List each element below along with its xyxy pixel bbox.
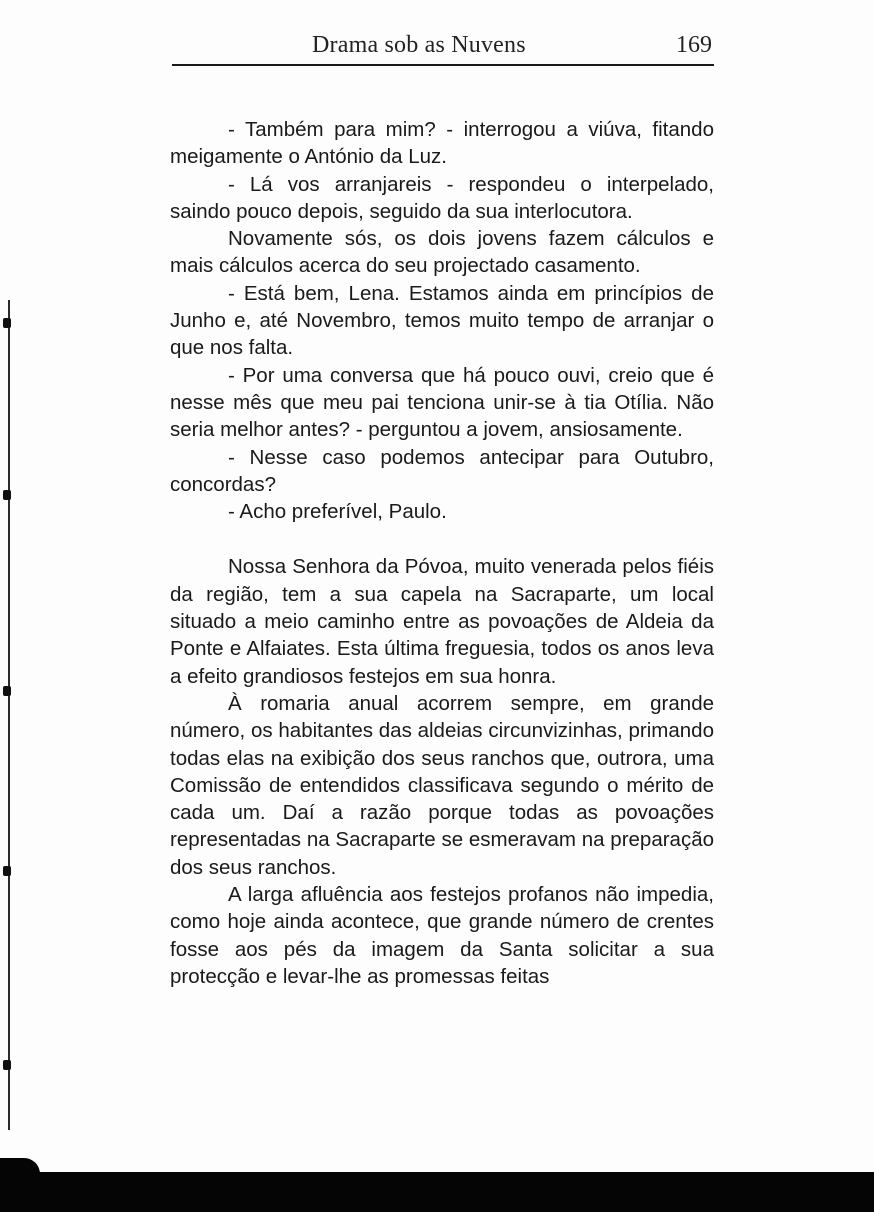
paragraph: - Acho preferível, Paulo. (228, 500, 447, 524)
binding-mark (3, 1060, 11, 1070)
paragraph: - Por uma conversa que há pouco ouvi, creio que é nesse mês que meu pai tenciona unir-se à tia Otília. Não seria melhor antes? - perguntou a jovem, ansiosamente. (170, 363, 714, 442)
running-header (172, 30, 714, 66)
scan-bottom-edge (0, 1172, 874, 1212)
paragraph: - Lá vos arranjareis - respondeu o interpelado, saindo pouco depois, seguido da sua interlocutora. (170, 172, 714, 223)
book-title: Drama sob as Nuvens (312, 32, 526, 58)
paragraph: Nossa Senhora da Póvoa, muito venerada pelos fiéis da região, tem a sua capela na Sacraparte, um local situado a meio caminho entre as povoações de Aldeia da Ponte e Alfaiates. Esta última freguesia, todos os anos leva a efeito grandiosos festejos em sua honra. (170, 555, 714, 688)
binding-edge (8, 300, 10, 1130)
paragraph: - Está bem, Lena. Estamos ainda em princípios de Junho e, até Novembro, temos muito tempo de arranjar o que nos falta. (170, 281, 714, 360)
paragraph: - Também para mim? - interrogou a viúva, fitando meigamente o António da Luz. (170, 118, 714, 169)
binding-mark (3, 866, 11, 876)
paragraph: Novamente sós, os dois jovens fazem cálculos e mais cálculos acerca do seu projectado casamento. (170, 227, 714, 278)
binding-mark (3, 318, 11, 328)
paragraph: - Nesse caso podemos antecipar para Outubro, concordas? (170, 445, 714, 496)
paragraph: À romaria anual acorrem sempre, em grande número, os habitantes das aldeias circunvizinhas, primando todas elas na exibição dos seus ranchos que, outrora, uma Comissão de entendidos classificava segundo o mérito de cada um. Daí a razão porque todas as povoações representadas na Sacraparte se esmeravam na preparação dos seus ranchos. (170, 691, 714, 879)
paragraph: A larga afluência aos festejos profanos não impedia, como hoje ainda acontece, que grande número de crentes fosse aos pés da imagem da Santa solicitar a sua protecção e levar-lhe as promessas feitas (170, 883, 714, 988)
binding-mark (3, 490, 11, 500)
body-text (170, 116, 714, 990)
page-number: 169 (676, 32, 712, 58)
binding-mark (3, 686, 11, 696)
